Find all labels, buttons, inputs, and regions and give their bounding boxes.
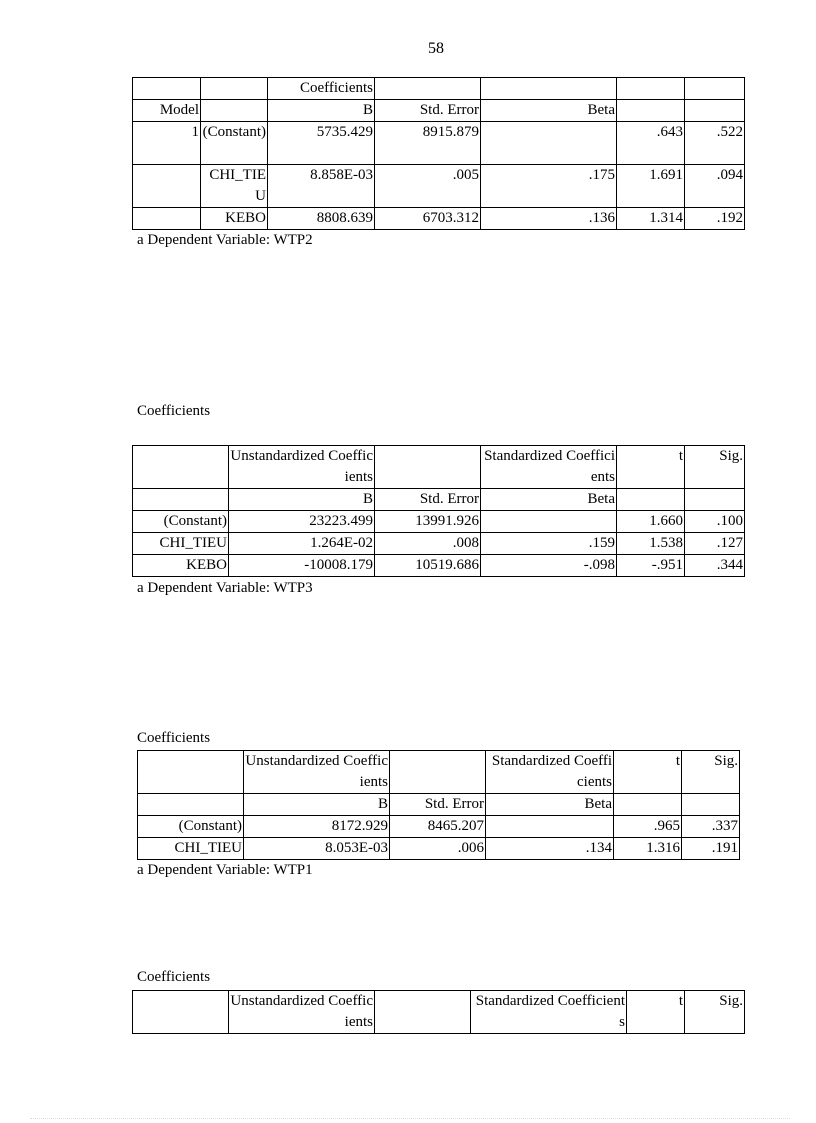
cell-t: 1.314	[617, 208, 685, 230]
cell-b: 23223.499	[229, 511, 375, 533]
cell-t: .965	[614, 816, 682, 838]
blank-cell	[375, 446, 481, 489]
header-sig: Sig.	[685, 991, 745, 1034]
blank-cell	[481, 78, 617, 100]
header-b: B	[229, 489, 375, 511]
footnote-dependent-variable: a Dependent Variable: WTP1	[137, 862, 313, 878]
coefficients-table-partial	[132, 990, 745, 1034]
cell-sig: .127	[685, 533, 745, 555]
cell-std-error: .008	[375, 533, 481, 555]
cell-t: -.951	[617, 555, 685, 577]
cell-b: 1.264E-02	[229, 533, 375, 555]
cell-std-error: 10519.686	[375, 555, 481, 577]
blank-cell	[375, 78, 481, 100]
row-label: (Constant)	[133, 511, 229, 533]
cell-beta	[486, 816, 614, 838]
header-sig: Sig.	[682, 751, 740, 794]
blank-cell	[375, 991, 471, 1034]
blank-cell	[685, 489, 745, 511]
row-label: CHI_TIEU	[133, 533, 229, 555]
cell-b: 8.053E-03	[244, 838, 390, 860]
header-t: t	[617, 446, 685, 489]
header-standardized: Standardized Coefficients	[471, 991, 627, 1034]
model-number: 1	[133, 122, 201, 165]
header-b: B	[268, 100, 375, 122]
table-title-cell: Coefficients	[268, 78, 375, 100]
cell-std-error: 13991.926	[375, 511, 481, 533]
header-std-error: Std. Error	[375, 100, 481, 122]
cell-sig: .522	[685, 122, 745, 165]
cell-beta: -.098	[481, 555, 617, 577]
header-unstandardized: Unstandardized Coefficients	[229, 991, 375, 1034]
cell-t: 1.691	[617, 165, 685, 208]
cell-sig: .344	[685, 555, 745, 577]
blank-cell	[682, 794, 740, 816]
coefficients-table-wtp3	[132, 445, 745, 577]
table-row	[138, 816, 740, 838]
blank-cell	[201, 100, 268, 122]
row-label: (Constant)	[201, 122, 268, 165]
header-t: t	[627, 991, 685, 1034]
blank-cell	[617, 100, 685, 122]
blank-cell	[133, 446, 229, 489]
cell-sig: .100	[685, 511, 745, 533]
page-bottom-divider	[30, 1118, 790, 1119]
cell-b: -10008.179	[229, 555, 375, 577]
header-b: B	[244, 794, 390, 816]
cell-beta: .175	[481, 165, 617, 208]
cell-std-error: .005	[375, 165, 481, 208]
cell-b: 8172.929	[244, 816, 390, 838]
header-standardized: Standardized Coefficients	[481, 446, 617, 489]
cell-b: 8808.639	[268, 208, 375, 230]
header-t: t	[614, 751, 682, 794]
header-beta: Beta	[481, 489, 617, 511]
cell-t: 1.660	[617, 511, 685, 533]
blank-cell	[133, 78, 201, 100]
cell-sig: .191	[682, 838, 740, 860]
coefficients-table-wtp2	[132, 77, 745, 230]
blank-cell	[133, 165, 201, 208]
cell-b: 5735.429	[268, 122, 375, 165]
row-label: KEBO	[133, 555, 229, 577]
cell-beta	[481, 122, 617, 165]
cell-t: 1.316	[614, 838, 682, 860]
blank-cell	[201, 78, 268, 100]
cell-t: .643	[617, 122, 685, 165]
header-unstandardized: Unstandardized Coefficients	[244, 751, 390, 794]
header-standardized: Standardized Coefficients	[486, 751, 614, 794]
blank-cell	[390, 751, 486, 794]
table-caption: Coefficients	[137, 730, 211, 746]
header-beta: Beta	[481, 100, 617, 122]
cell-std-error: .006	[390, 838, 486, 860]
header-std-error: Std. Error	[375, 489, 481, 511]
header-beta: Beta	[486, 794, 614, 816]
header-unstandardized: Unstandardized Coefficients	[229, 446, 375, 489]
page-number: 58	[428, 40, 444, 57]
blank-cell	[685, 100, 745, 122]
table-row	[133, 533, 745, 555]
header-model: Model	[133, 100, 201, 122]
table-row	[133, 208, 745, 230]
row-label: CHI_TIEU	[138, 838, 244, 860]
row-label: CHI_TIEU	[201, 165, 268, 208]
blank-cell	[685, 78, 745, 100]
cell-b: 8.858E-03	[268, 165, 375, 208]
blank-cell	[138, 794, 244, 816]
coefficients-table-wtp1	[137, 750, 740, 860]
blank-cell	[138, 751, 244, 794]
cell-beta	[481, 511, 617, 533]
blank-cell	[133, 208, 201, 230]
row-label: KEBO	[201, 208, 268, 230]
footnote-dependent-variable: a Dependent Variable: WTP2	[137, 232, 313, 248]
blank-cell	[133, 489, 229, 511]
footnote-dependent-variable: a Dependent Variable: WTP3	[137, 580, 313, 596]
table-caption: Coefficients	[137, 403, 211, 419]
blank-cell	[133, 991, 229, 1034]
table-caption: Coefficients	[137, 969, 211, 985]
cell-std-error: 8465.207	[390, 816, 486, 838]
cell-beta: .136	[481, 208, 617, 230]
blank-cell	[617, 78, 685, 100]
cell-t: 1.538	[617, 533, 685, 555]
cell-beta: .134	[486, 838, 614, 860]
row-label: (Constant)	[138, 816, 244, 838]
table-row	[138, 838, 740, 860]
table-row	[133, 555, 745, 577]
cell-sig: .094	[685, 165, 745, 208]
table-row	[133, 511, 745, 533]
header-std-error: Std. Error	[390, 794, 486, 816]
header-sig: Sig.	[685, 446, 745, 489]
cell-beta: .159	[481, 533, 617, 555]
cell-sig: .192	[685, 208, 745, 230]
cell-std-error: 8915.879	[375, 122, 481, 165]
table-row	[133, 122, 745, 165]
table-row	[133, 165, 745, 208]
blank-cell	[614, 794, 682, 816]
cell-sig: .337	[682, 816, 740, 838]
blank-cell	[617, 489, 685, 511]
cell-std-error: 6703.312	[375, 208, 481, 230]
